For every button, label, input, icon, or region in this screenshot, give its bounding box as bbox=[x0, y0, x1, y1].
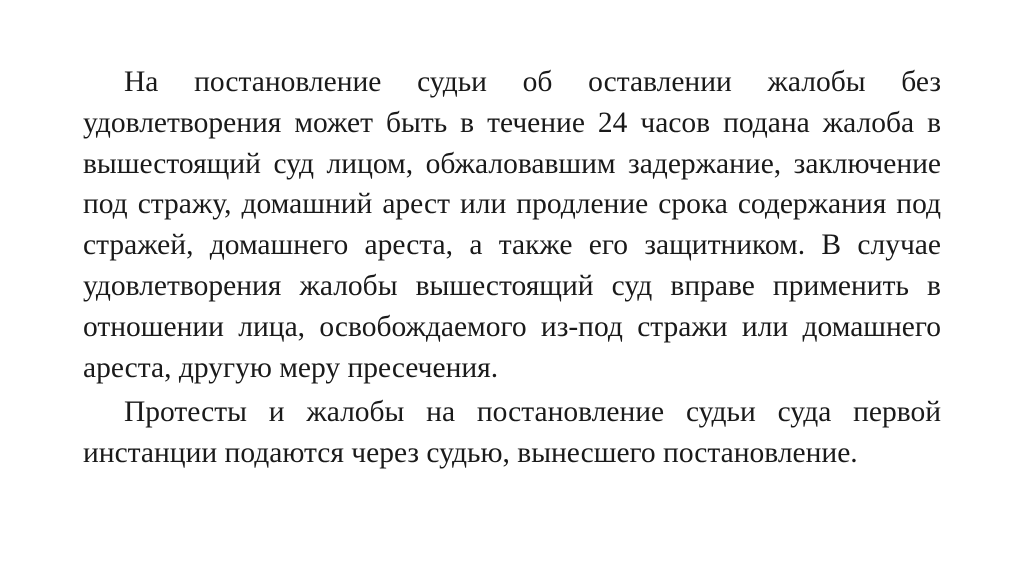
text-block bbox=[83, 62, 941, 474]
paragraph-1: На постановление судьи об оставлении жалобы без удовлетворения может быть в течение 24 часов подана жалоба в вышестоящий суд лицом, обжаловавшим задержание, заключение под стражу, домашний арест или продление срока содержания под стражей, домашнего ареста, а также его защитником. В случае удовлетворения жалобы вышестоящий суд вправе применить в отношении лица, освобождаемого из-под стражи или домашнего ареста, другую меру пресечения. bbox=[83, 66, 941, 384]
paragraph-2: Протесты и жалобы на постановление судьи суда первой инстанции подаются через судью, вынесшего постановление. bbox=[83, 396, 941, 470]
